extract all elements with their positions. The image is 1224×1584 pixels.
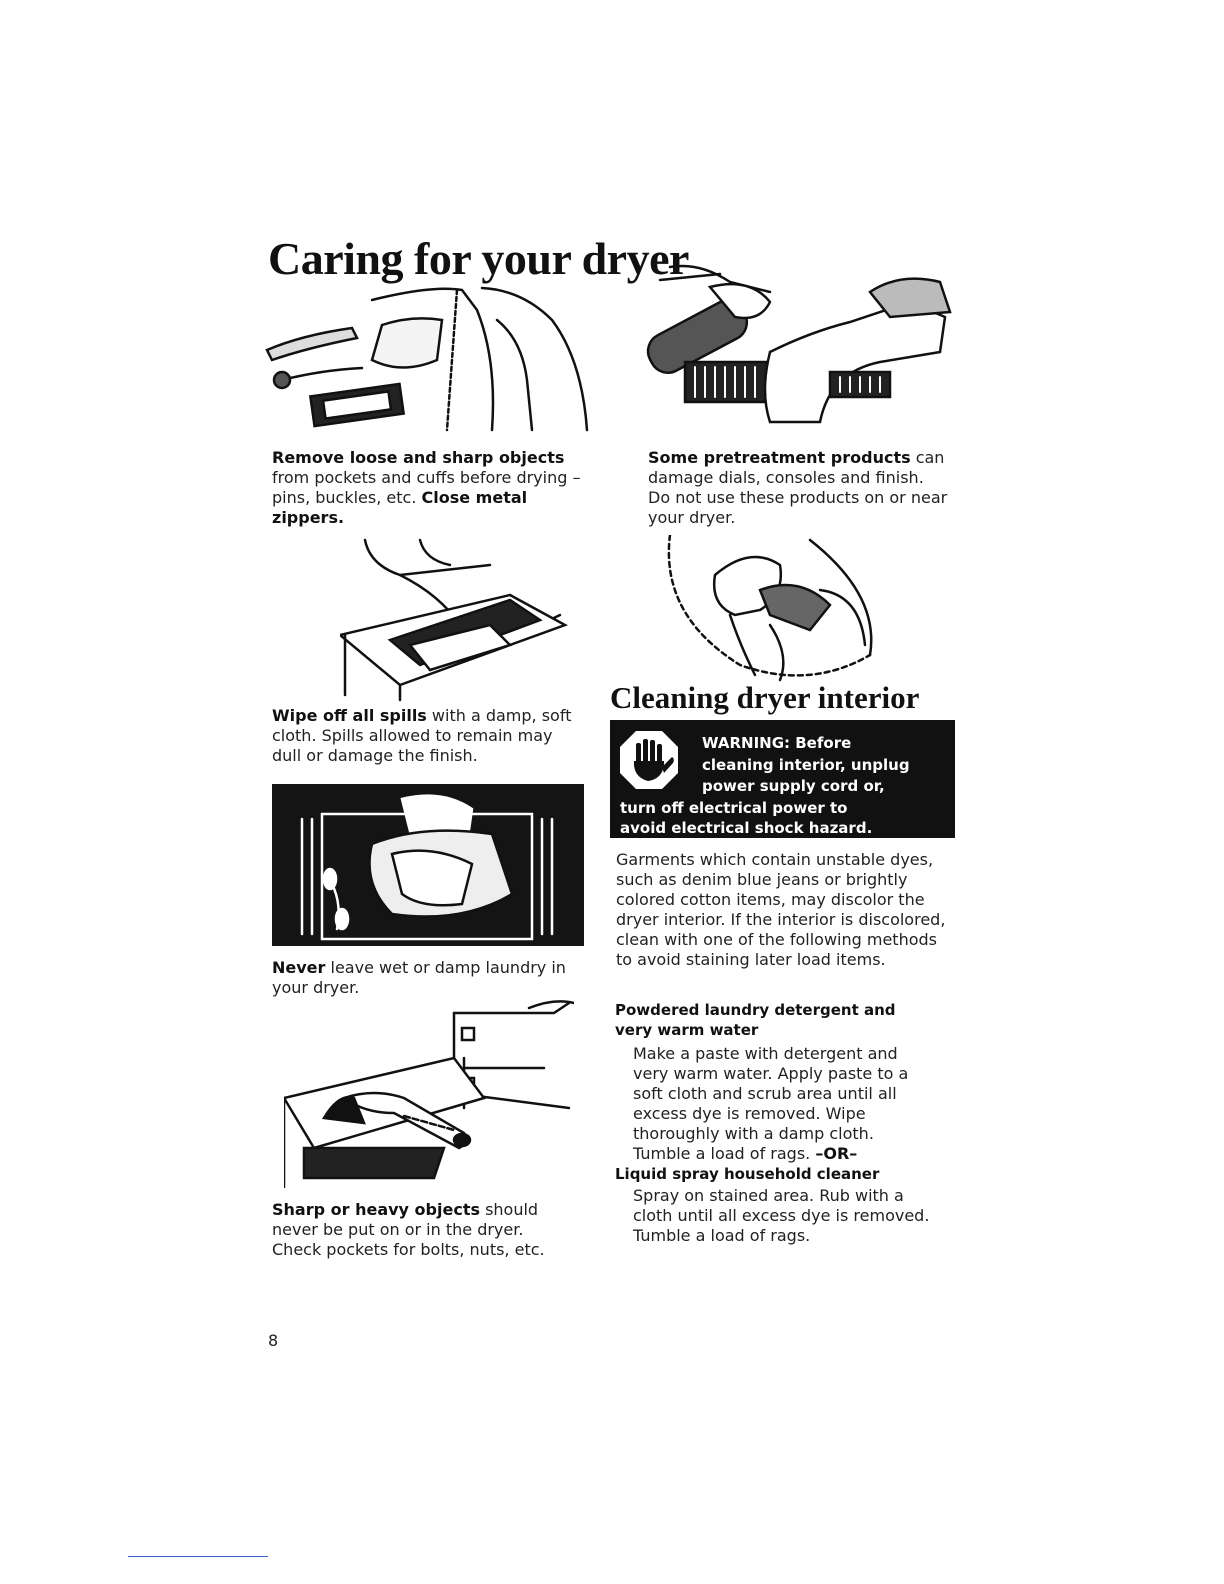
item-pretreatment: [648, 448, 948, 528]
item-heading: Wipe off all spills: [272, 706, 427, 725]
item-never: [272, 958, 582, 998]
wet-laundry-illustration: [272, 784, 584, 946]
method-separator: –OR–: [815, 1144, 858, 1163]
item-heading: Never: [272, 958, 326, 977]
warning-line-5: avoid electrical shock hazard.: [620, 819, 873, 837]
hammer-illustration: [284, 998, 574, 1188]
item-body: leave wet or damp laundry in your dryer.: [272, 958, 566, 997]
spray-can-illustration: [640, 262, 955, 442]
item-body-2: pins, buckles, etc.: [272, 488, 417, 507]
item-sharp-heavy: [272, 1200, 572, 1260]
page-number: 8: [268, 1331, 279, 1350]
section-title: Cleaning dryer interior: [610, 680, 920, 715]
warning-line-3: power supply cord or,: [702, 777, 885, 795]
method-body: [633, 1044, 935, 1164]
item-remove-objects: [272, 448, 602, 528]
item-bold-2: Close metal zippers.: [272, 488, 528, 527]
item-heading: Sharp or heavy objects: [272, 1200, 480, 1219]
item-body: should never be put on or in the dryer. Check pockets for bolts, nuts, etc.: [272, 1200, 545, 1259]
method-spray-cleaner: [615, 1164, 935, 1246]
warning-line-1: WARNING: Before: [702, 734, 852, 752]
page-title: Caring for your dryer: [268, 233, 689, 284]
method-detergent: [615, 1000, 935, 1164]
warning-line-4: turn off electrical power to: [620, 799, 848, 817]
footer-divider: [128, 1556, 268, 1557]
method-body: Spray on stained area. Rub with a cloth until all excess dye is removed. Tumble a load of rags.: [633, 1186, 930, 1245]
zipper-pins-illustration: [262, 280, 592, 440]
method-body-text: Make a paste with detergent and very warm water. Apply paste to a soft cloth and scrub area until all excess dye is removed. Wipe thoroughly with a damp cloth. Tumble a load of rags.: [633, 1044, 909, 1163]
item-body: can damage dials, consoles and finish. Do not use these products on or near your dryer.: [648, 448, 948, 527]
item-body: from pockets and cuffs before drying –: [272, 468, 581, 487]
item-heading: Some pretreatment products: [648, 448, 911, 467]
hand-stop-icon: [618, 729, 680, 791]
warning-line-2: cleaning interior, unplug: [702, 756, 910, 774]
method-heading: Liquid spray household cleaner: [615, 1165, 880, 1183]
clean-drum-illustration: [660, 535, 890, 685]
wipe-spills-illustration: [340, 535, 570, 705]
intro-paragraph: Garments which contain unstable dyes, such as denim blue jeans or brightly colored cotton items, may discolor the dryer interior. If the interior is discolored, clean with one of the following methods to avoid staining later load items.: [616, 850, 946, 969]
item-body: with a damp, soft cloth. Spills allowed to remain may dull or damage the finish.: [272, 706, 572, 765]
item-heading: Remove loose and sharp objects: [272, 448, 565, 467]
warning-box: [610, 720, 955, 838]
item-wipe-spills: [272, 706, 582, 766]
method-heading: Powdered laundry detergent and very warm water: [615, 1001, 896, 1039]
